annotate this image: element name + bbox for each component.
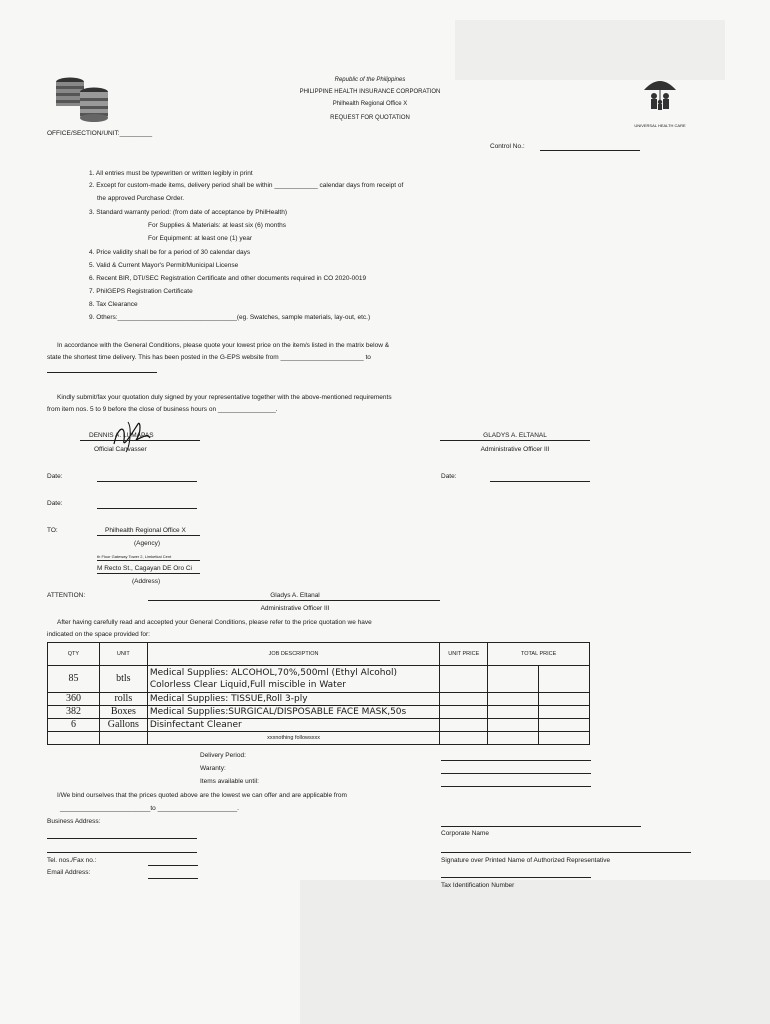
instruction-3-supplies: For Supplies & Materials: at least six (6) months xyxy=(148,222,286,229)
delivery-period-line xyxy=(441,760,591,761)
tin-label: Tax Identification Number xyxy=(441,882,515,889)
instruction-2: 2. Except for custom-made items, delivery period shall be within ____________ calendar days from receipt of xyxy=(89,182,404,189)
table-row xyxy=(48,666,590,693)
table-row xyxy=(48,706,590,719)
header-unit-price: UNIT PRICE xyxy=(440,643,488,666)
nothing-follows-text: xxxnothing followsxxx xyxy=(147,732,440,745)
form-title: REQUEST FOR QUOTATION xyxy=(330,115,410,121)
agency-line xyxy=(97,535,200,536)
attention-name: Gladys A. Eltanal xyxy=(270,592,320,599)
office-section-unit-label: OFFICE/SECTION/UNIT:_________ xyxy=(47,130,153,137)
attention-title: Administrative Officer III xyxy=(260,605,330,612)
to-label: TO: xyxy=(47,527,58,534)
date-line-1 xyxy=(97,481,197,482)
canvasser-line xyxy=(80,440,200,441)
unit-cell: Gallons xyxy=(99,719,147,732)
description-line: Medical Supplies: ALCOHOL,70%,500ml (Ethyl Alcohol) xyxy=(149,668,398,678)
unit-cell: rolls xyxy=(99,693,147,706)
description-cell: Disinfectant Cleaner xyxy=(147,719,440,732)
signature-line xyxy=(441,852,691,853)
acceptance-line1: After having carefully read and accepted your General Conditions, please refer to the price quotation we have xyxy=(57,619,372,626)
email-label: Email Address: xyxy=(47,869,91,876)
bind-statement: I/We bind ourselves that the prices quoted above are the lowest we can offer and are applicable from xyxy=(57,792,347,799)
description-cell: Medical Supplies:SURGICAL/DISPOSABLE FACE MASK,50s xyxy=(147,706,440,719)
quote-instruction-line1: In accordance with the General Conditions, please quote your lowest price on the item/s listed in the matrix below & xyxy=(57,342,390,349)
canvasser-name: DENNIS A. LUMAPAS xyxy=(89,432,154,439)
instruction-2-cont: the approved Purchase Order. xyxy=(97,195,185,202)
date-label-1: Date: xyxy=(47,473,63,480)
table-row xyxy=(48,693,590,706)
tel-fax-line xyxy=(148,865,198,866)
instruction-1: 1. All entries must be typewritten or written legibly in print xyxy=(89,170,253,177)
description-cell: Medical Supplies: TISSUE,Roll 3-ply xyxy=(147,693,440,706)
address-label: (Address) xyxy=(132,578,161,585)
signature-label: Signature over Printed Name of Authorized Representative xyxy=(441,857,611,864)
republic-text: Republic of the Philippines xyxy=(334,77,406,83)
attention-line xyxy=(148,600,440,601)
corporate-name-label: Corporate Name xyxy=(441,830,490,837)
header-qty: QTY xyxy=(48,643,100,666)
acceptance-line2: indicated on the space provided for: xyxy=(47,631,150,638)
submit-instruction-line2: from item nos. 5 to 9 before the close of business hours on ________________. xyxy=(47,406,278,413)
agency-name: Philhealth Regional Office X xyxy=(105,527,186,534)
control-number-line xyxy=(540,150,640,151)
date-line-2 xyxy=(97,508,197,509)
total-price-cell xyxy=(539,666,590,693)
instruction-6: 6. Recent BIR, DTI/SEC Registration Certificate and other documents required in CO 2020-0019 xyxy=(89,275,367,282)
total-price-cell xyxy=(539,706,590,719)
date-label-2: Date: xyxy=(47,500,63,507)
unit-cell: Boxes xyxy=(99,706,147,719)
total-price-cell xyxy=(488,693,539,706)
address-underline-2 xyxy=(97,573,200,574)
instruction-8: 8. Tax Clearance xyxy=(89,301,138,308)
quote-instruction-line2: state the shortest time delivery. This has been posted in the G-EPS website from _______________________ to xyxy=(47,354,371,361)
items-available-line xyxy=(441,786,591,787)
control-number-label: Control No.: xyxy=(490,143,525,150)
qty-cell: 382 xyxy=(48,706,100,719)
unit-price-cell xyxy=(440,666,488,693)
instruction-4: 4. Price validity shall be for a period of 30 calendar days xyxy=(89,249,251,256)
officer-name: GLADYS A. ELTANAL xyxy=(483,432,547,439)
unit-price-cell xyxy=(440,706,488,719)
total-price-cell xyxy=(488,706,539,719)
business-address-line xyxy=(47,838,197,839)
regional-office: Philhealth Regional Office X xyxy=(332,101,408,107)
date-line-right xyxy=(490,481,590,482)
total-price-cell xyxy=(488,719,539,732)
business-address-line-2 xyxy=(47,852,197,853)
tin-line xyxy=(441,877,591,878)
qty-cell: 6 xyxy=(48,719,100,732)
instruction-7: 7. PhilGEPS Registration Certificate xyxy=(89,288,193,295)
warranty-line xyxy=(441,773,591,774)
attention-label: ATTENTION: xyxy=(47,592,86,599)
unit-cell: btls xyxy=(99,666,147,693)
submit-instruction-line1: Kindly submit/fax your quotation duly signed by your representative together with the above-mentioned requirements xyxy=(57,394,392,401)
universal-health-care-logo-icon xyxy=(640,76,680,116)
address-underline-1 xyxy=(97,560,200,561)
items-available-label: Items available until: xyxy=(200,778,259,785)
header-job-description: JOB DESCRIPTION xyxy=(147,643,440,666)
instruction-3-equipment: For Equipment: at least one (1) year xyxy=(148,235,253,242)
table-row xyxy=(48,719,590,732)
scan-shadow-bottom xyxy=(300,880,770,1024)
delivery-period-label: Delivery Period: xyxy=(200,752,246,759)
qty-cell: 360 xyxy=(48,693,100,706)
business-address-label: Business Address: xyxy=(47,818,101,825)
unit-price-cell xyxy=(440,693,488,706)
right-logo-caption: UNIVERSAL HEALTH CARE xyxy=(634,123,686,128)
officer-title: Administrative Officer III xyxy=(480,446,550,453)
email-line xyxy=(148,878,198,879)
scan-shadow xyxy=(455,20,725,80)
corporation-name: PHILIPPINE HEALTH INSURANCE CORPORATION xyxy=(299,89,441,95)
description-cell xyxy=(147,666,440,693)
instruction-5: 5. Valid & Current Mayor's Permit/Municipal License xyxy=(89,262,239,269)
officer-line xyxy=(440,440,590,441)
agency-label: (Agency) xyxy=(134,540,161,547)
header-unit: UNIT xyxy=(99,643,147,666)
total-price-cell xyxy=(539,693,590,706)
description-line: Colorless Clear Liquid,Full miscible in Water xyxy=(149,680,346,690)
table-row-nothing-follows xyxy=(48,732,590,745)
address-line-1: th Floor Gateway Tower 2, Limketkai Cent xyxy=(97,554,172,559)
total-price-cell xyxy=(539,719,590,732)
philhealth-logo-icon xyxy=(50,76,114,126)
date-label-right: Date: xyxy=(441,473,457,480)
quote-instruction-blank xyxy=(47,372,157,373)
header-total-price: TOTAL PRICE xyxy=(488,643,590,666)
unit-price-cell xyxy=(440,719,488,732)
address-line-2: M Recto St., Cagayan DE Oro Ci xyxy=(97,565,193,572)
table-header-row xyxy=(48,643,590,666)
total-price-cell xyxy=(488,666,539,693)
quotation-table xyxy=(47,642,590,745)
warranty-label: Waranty: xyxy=(200,765,226,772)
instruction-9: 9. Others:_________________________________(eg. Swatches, sample materials, lay-out, etc.) xyxy=(89,314,371,321)
bind-dates: _________________________to ______________________. xyxy=(60,805,239,812)
instruction-3: 3. Standard warranty period: (from date of acceptance by PhilHealth) xyxy=(89,209,287,216)
canvasser-title: Official Canvasser xyxy=(94,446,147,453)
corporate-name-line xyxy=(441,826,641,827)
tel-fax-label: Tel. nos./Fax no.: xyxy=(47,857,97,864)
qty-cell: 85 xyxy=(48,666,100,693)
